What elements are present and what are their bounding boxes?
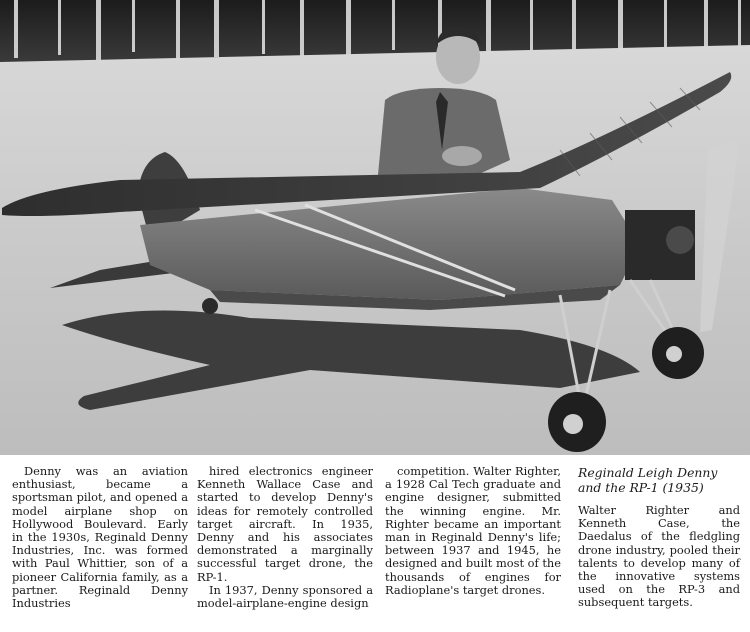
paragraph: competition. Walter Righter, a 1928 Cal Tech graduate and engine designer, submitted the winning engine. Mr. Righter became an important man in Reginald Denny's life; between 1937 and 1945, he designed and built most of the thousands of engines for Radioplane's target drones.	[385, 464, 562, 597]
paragraph: hired electronics engineer Kenneth Wallace Case and started to develop Denny's ideas for remotely controlled target aircraft. In 1935, Denny and his associates demonstrated a marginally successful target drone, the RP-1.	[197, 464, 373, 584]
caption-body: Walter Righter and Kenneth Case, the Daedalus of the fledgling drone industry, pooled their talents to develop many of the innovative systems used on the RP-3 and subsequent targets.	[578, 503, 740, 610]
article-column-1	[12, 465, 188, 610]
paragraph: In 1937, Denny sponsored a model-airplane-engine design	[197, 582, 373, 611]
article-column-3	[385, 465, 561, 597]
article-text	[0, 455, 750, 632]
paragraph: Denny was an aviation enthusiast, became a sportsman pilot, and opened a model airplane shop on Hollywood Boulevard. Early in the 1930s, Reginald Denny Industries, Inc. was formed with Paul Whittier, son of a pioneer California family, as a partner. Reginald Denny Industries	[12, 464, 188, 611]
photo-caption	[578, 465, 740, 610]
caption-title: Reginald Leigh Denny and the RP-1 (1935)	[578, 465, 718, 495]
article-column-2	[197, 465, 373, 610]
